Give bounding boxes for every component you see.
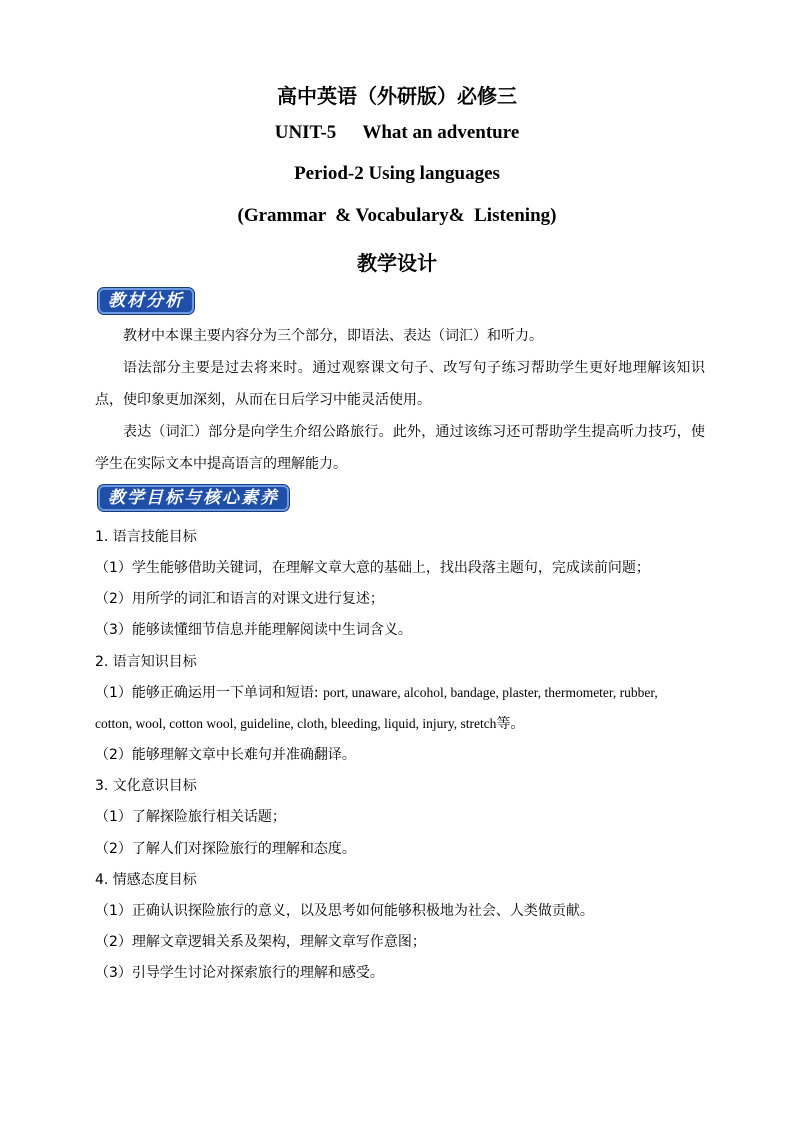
goal-item: （2）了解人们对探险旅行的理解和态度。 — [95, 841, 356, 857]
goal-item-vocabulary-line-2 — [95, 713, 715, 733]
goal-item: （1）了解探险旅行相关话题； — [95, 809, 286, 825]
section-badge-goals: 教学目标与核心素养 — [98, 485, 289, 511]
unit-heading — [0, 122, 794, 144]
section-badge-analysis: 教材分析 — [98, 288, 194, 314]
unit-code: UNIT-5 — [274, 122, 337, 143]
subtitle-heading: (Grammar & Vocabulary& Listening) — [237, 205, 557, 226]
doc-type-heading: 教学设计 — [357, 251, 437, 275]
vocabulary-list-part-2: cotton, wool, cotton wool, guideline, cloth, bleeding, liquid, injury, stretch — [95, 716, 497, 731]
unit-name: What an adventure — [362, 122, 520, 143]
goal-item-vocabulary-line-1 — [95, 682, 715, 702]
goal-item: （2）理解文章逻辑关系及架构，理解文章写作意图； — [95, 934, 426, 950]
analysis-paragraph-2: 语法部分主要是过去将来时。通过观察课文句子、改写句子练习帮助学生更好地理解该知识点，使印象更加深刻，从而在日后学习中能灵活使用。 — [95, 360, 705, 408]
goal-section-4-title: 4. 情感态度目标 — [95, 872, 197, 888]
goal-item: （1）正确认识探险旅行的意义，以及思考如何能够积极地为社会、人类做贡献。 — [95, 903, 594, 919]
analysis-paragraph-3: 表达（词汇）部分是向学生介绍公路旅行。此外，通过该练习还可帮助学生提高听力技巧，使学生在实际文本中提高语言的理解能力。 — [95, 424, 705, 472]
goal-item: （3）能够读懂细节信息并能理解阅读中生词含义。 — [95, 622, 412, 638]
goal-item: （2）能够理解文章中长难句并准确翻译。 — [95, 747, 356, 763]
goal-section-2-title: 2. 语言知识目标 — [95, 654, 197, 670]
goal-item: （1）学生能够借助关键词，在理解文章大意的基础上，找出段落主题句，完成读前问题； — [95, 560, 650, 576]
goal-item-prefix: （1）能够正确运用一下单词和短语: — [95, 685, 324, 701]
goal-item: （3）引导学生讨论对探索旅行的理解和感受。 — [95, 965, 384, 981]
goal-section-1-title: 1. 语言技能目标 — [95, 529, 197, 545]
analysis-paragraph-1: 教材中本课主要内容分为三个部分，即语法、表达（词汇）和听力。 — [123, 328, 543, 344]
goal-item: （2）用所学的词汇和语言的对课文进行复述； — [95, 591, 384, 607]
goal-item-suffix: 等。 — [496, 716, 525, 732]
vocabulary-list-part-1: port, unaware, alcohol, bandage, plaster, thermometer, rubber, — [323, 685, 658, 700]
period-heading: Period-2 Using languages — [294, 163, 500, 184]
goal-section-3-title: 3. 文化意识目标 — [95, 778, 197, 794]
document-title: 高中英语（外研版）必修三 — [277, 84, 517, 108]
